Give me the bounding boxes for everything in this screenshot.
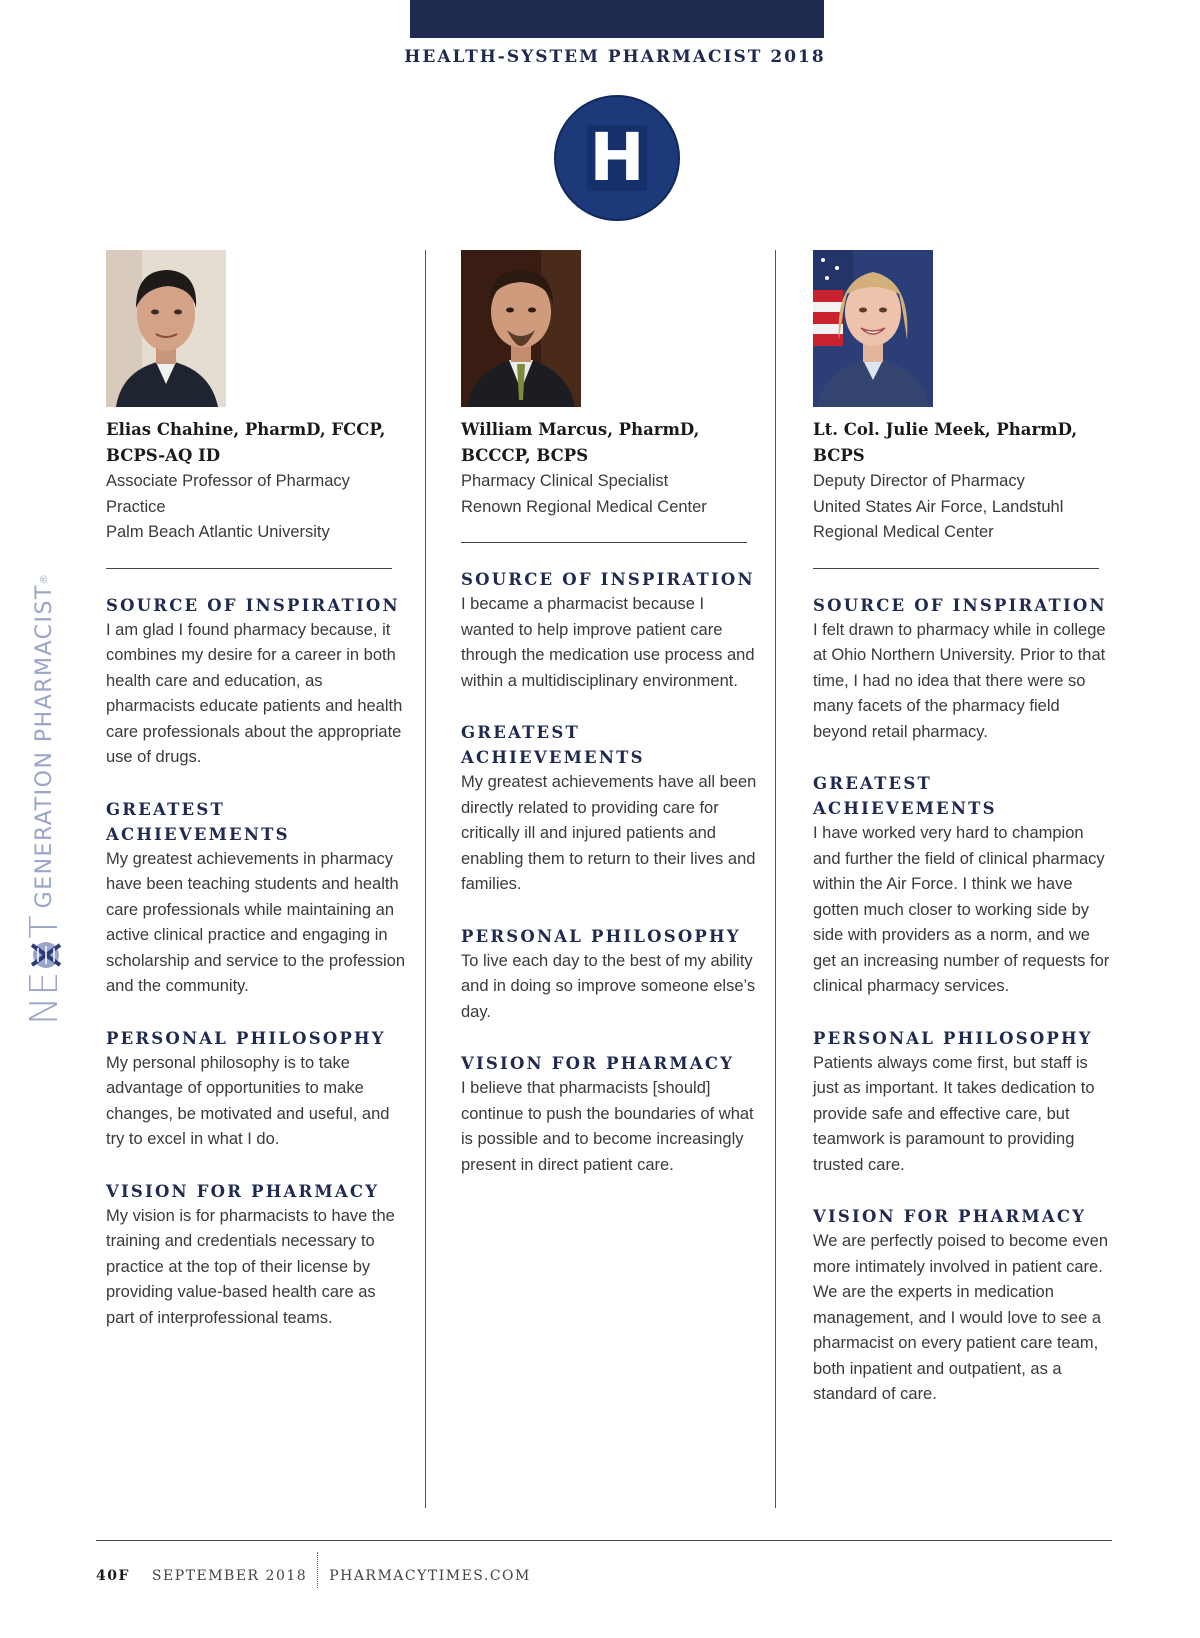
section-heading: VISION FOR PHARMACY — [106, 1181, 380, 1201]
section-philosophy — [461, 924, 761, 1026]
person-name — [461, 417, 761, 469]
section-heading: SOURCE OF INSPIRATION — [461, 570, 755, 589]
section-achievements — [461, 720, 761, 898]
profile-card — [461, 250, 761, 1204]
section-heading: VISION FOR PHARMACY — [813, 1207, 1087, 1226]
section-inspiration — [813, 593, 1113, 746]
person-name — [106, 417, 406, 469]
hospital-badge-icon — [554, 95, 680, 221]
profile-card — [106, 250, 406, 1357]
separator — [106, 568, 392, 569]
registered-mark: ® — [38, 574, 50, 585]
section-body: My personal philosophy is to take advantage of opportunities to make changes, be motivated and useful, and try to excel in what I do. — [106, 1053, 390, 1148]
section-inspiration — [106, 593, 406, 771]
page-footer — [96, 1558, 531, 1594]
section-body: To live each day to the best of my ability and in doing so improve someone else’s day. — [461, 951, 756, 1021]
person-role — [106, 469, 406, 546]
section-body: I felt drawn to pharmacy while in college at Ohio Northern University. Prior to that time, I had no idea that there were so many facets of the pharmacy field beyond retail pharmacy. — [813, 620, 1106, 741]
section-body: Patients always come first, but staff is just as important. It takes dedication to provide safe and effective care, but teamwork is paramount to providing trusted care. — [813, 1053, 1095, 1174]
separator — [461, 542, 747, 543]
role-line: Associate Professor of Pharmacy Practice — [106, 472, 350, 516]
section-heading: SOURCE OF INSPIRATION — [813, 595, 1107, 615]
section-heading: PERSONAL PHILOSOPHY — [813, 1028, 1093, 1048]
logo-word-prefix: NE — [22, 970, 66, 1025]
person-name — [813, 417, 1113, 469]
next-generation-pharmacist-logo — [22, 574, 66, 1025]
section-achievements — [813, 771, 1113, 1000]
website-link[interactable]: PHARMACYTIMES.COM — [329, 1568, 531, 1584]
role-line: Renown Regional Medical Center — [461, 497, 707, 516]
section-heading: PERSONAL PHILOSOPHY — [461, 926, 741, 946]
portrait-photo — [106, 250, 226, 407]
section-title: HEALTH-SYSTEM PHARMACIST 2018 — [404, 47, 826, 67]
role-line: United States Air Force, Landstuhl Regional Medical Center — [813, 497, 1064, 541]
issue-date: SEPTEMBER 2018 — [151, 1568, 308, 1584]
footer-divider — [317, 1552, 319, 1588]
person-role — [461, 469, 761, 520]
section-heading: GREATEST ACHIEVEMENTS — [106, 799, 290, 844]
section-heading: SOURCE OF INSPIRATION — [106, 595, 400, 615]
section-heading: VISION FOR PHARMACY — [461, 1054, 735, 1073]
name-line: Elias Chahine, PharmD, FCCP, — [106, 420, 386, 439]
name-line: BCPS-AQ ID — [106, 446, 221, 465]
column-divider — [775, 250, 776, 1508]
separator — [813, 568, 1099, 569]
section-body: My greatest achievements have all been directly related to providing care for critically ill and injured patients and enabling them to return to their lives and families. — [461, 773, 757, 893]
name-line: Lt. Col. Julie Meek, PharmD, BCPS — [813, 420, 1078, 465]
section-philosophy — [106, 1026, 406, 1153]
section-body: I became a pharmacist because I wanted to help improve patient care through the medication use process and within a multidisciplinary environment. — [461, 595, 755, 690]
logo-tagline: GENERATION PHARMACIST — [31, 584, 57, 909]
role-line: Palm Beach Atlantic University — [106, 523, 330, 541]
section-heading: PERSONAL PHILOSOPHY — [106, 1028, 386, 1048]
section-heading: GREATEST ACHIEVEMENTS — [813, 774, 997, 818]
column-divider — [425, 250, 426, 1508]
section-philosophy — [813, 1026, 1113, 1179]
section-vision — [461, 1051, 761, 1178]
section-achievements — [106, 797, 406, 1000]
badge-letter: H — [587, 125, 647, 191]
section-body: My greatest achievements in pharmacy have been teaching students and health care professionals while maintaining an active clinical practice and engaging in scholarship and service to the profession and the community. — [106, 849, 405, 995]
section-body: My vision is for pharmacists to have the training and credentials necessary to practice at the top of their license by providing value-based health care as part of interprofessional teams. — [106, 1206, 395, 1327]
name-line: BCCCP, BCPS — [461, 446, 589, 465]
dna-x-icon — [28, 940, 64, 970]
role-line: Pharmacy Clinical Specialist — [461, 472, 669, 490]
section-body: We are perfectly poised to become even more intimately involved in patient care. We are the experts in medication management, and I would love to see a pharmacist on every patient care team, both inpatient and outpatient, as a standard of care. — [813, 1232, 1109, 1403]
section-body: I believe that pharmacists [should] continue to push the boundaries of what is possible and to become increasingly present in direct patient care. — [461, 1079, 754, 1174]
footer-rule — [96, 1540, 1112, 1541]
profile-card — [813, 250, 1113, 1434]
portrait-photo — [461, 250, 581, 407]
page-number: 40F — [96, 1568, 130, 1584]
section-body: I have worked very hard to champion and further the field of clinical pharmacy within the Air Force. I think we have gotten much closer to working side by side with providers as a norm, and we get an increasing number of requests for clinical pharmacy services. — [813, 824, 1110, 995]
name-line: William Marcus, PharmD, — [461, 420, 700, 439]
section-vision — [813, 1204, 1113, 1408]
portrait-photo — [813, 250, 933, 407]
role-line: Deputy Director of Pharmacy — [813, 472, 1025, 490]
section-heading: GREATEST ACHIEVEMENTS — [461, 723, 645, 767]
section-body: I am glad I found pharmacy because, it combines my desire for a career in both health care and education, as pharmacists educate patients and health care professionals about the appropriate use of drugs. — [106, 620, 403, 766]
section-vision — [106, 1179, 406, 1332]
top-bar — [410, 0, 824, 38]
section-inspiration — [461, 567, 761, 694]
logo-word-suffix: T — [22, 914, 66, 939]
person-role — [813, 469, 1113, 546]
